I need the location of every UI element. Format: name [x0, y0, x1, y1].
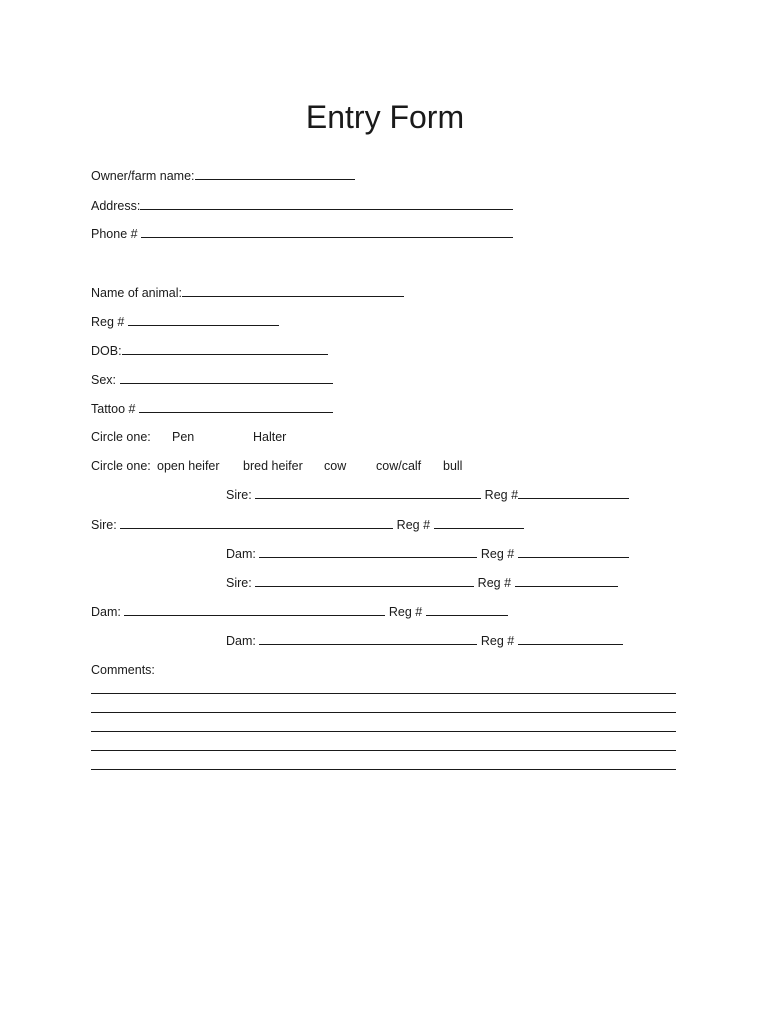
sex-label: Sex:: [91, 373, 117, 387]
phone-field[interactable]: [141, 226, 513, 238]
comment-line[interactable]: [91, 712, 676, 713]
sire-field[interactable]: [120, 517, 393, 529]
sire-sire-row: [226, 487, 629, 503]
sire-dam-reg-field[interactable]: [518, 546, 629, 558]
dam-label: Dam:: [91, 605, 121, 619]
dob-row: [91, 343, 328, 359]
owner-row: [91, 168, 355, 184]
sire-sire-field[interactable]: [255, 487, 481, 499]
dam-sire-label: Sire:: [226, 576, 252, 590]
comments-label: Comments:: [91, 663, 155, 677]
sire-reg-label: Reg #: [396, 518, 431, 532]
dam-dam-reg-field[interactable]: [518, 633, 623, 645]
sire-reg-field[interactable]: [434, 517, 524, 529]
phone-row: [91, 226, 513, 242]
sire-label: Sire:: [91, 518, 117, 532]
reg-label: Reg #: [91, 315, 125, 329]
option-open-heifer[interactable]: open heifer: [157, 459, 220, 473]
sire-dam-field[interactable]: [259, 546, 477, 558]
sex-field[interactable]: [120, 372, 333, 384]
comment-line[interactable]: [91, 769, 676, 770]
dam-row: [91, 604, 508, 620]
animal-name-row: [91, 285, 404, 301]
page-title: Entry Form: [305, 99, 465, 135]
comment-line[interactable]: [91, 731, 676, 732]
comment-line[interactable]: [91, 693, 676, 694]
sire-dam-label: Dam:: [226, 547, 256, 561]
tattoo-label: Tattoo #: [91, 402, 136, 416]
dam-dam-reg-label: Reg #: [480, 634, 515, 648]
address-label: Address:: [91, 199, 141, 213]
address-row: [91, 198, 513, 214]
option-pen[interactable]: Pen: [172, 430, 195, 444]
tattoo-field[interactable]: [139, 401, 333, 413]
sire-sire-label: Sire:: [226, 488, 252, 502]
dam-dam-label: Dam:: [226, 634, 256, 648]
address-field[interactable]: [140, 198, 513, 210]
dob-field[interactable]: [122, 343, 328, 355]
option-cow[interactable]: cow: [324, 459, 347, 473]
sire-row: [91, 517, 524, 533]
tattoo-row: [91, 401, 333, 417]
circle-one-label-1: Circle one:: [91, 430, 151, 444]
dam-sire-reg-field[interactable]: [515, 575, 618, 587]
dam-dam-field[interactable]: [259, 633, 477, 645]
sire-dam-reg-label: Reg #: [480, 547, 515, 561]
owner-field[interactable]: [195, 168, 355, 180]
dam-sire-field[interactable]: [255, 575, 474, 587]
dam-reg-field[interactable]: [426, 604, 508, 616]
dam-sire-reg-label: Reg #: [477, 576, 512, 590]
dam-reg-label: Reg #: [388, 605, 423, 619]
animal-name-field[interactable]: [182, 285, 404, 297]
dob-label: DOB:: [91, 344, 122, 358]
option-halter[interactable]: Halter: [253, 430, 287, 444]
sire-sire-reg-label: Reg #: [484, 488, 519, 502]
animal-name-label: Name of animal:: [91, 286, 183, 300]
dam-field[interactable]: [124, 604, 385, 616]
phone-label: Phone #: [91, 227, 138, 241]
sire-dam-row: [226, 546, 629, 562]
reg-field[interactable]: [128, 314, 279, 326]
comment-line[interactable]: [91, 750, 676, 751]
dam-sire-row: [226, 575, 618, 591]
reg-row: [91, 314, 279, 330]
sire-sire-reg-field[interactable]: [518, 487, 629, 499]
circle-one-label-2: Circle one:: [91, 459, 151, 473]
sex-row: [91, 372, 333, 388]
option-bull[interactable]: bull: [443, 459, 463, 473]
dam-dam-row: [226, 633, 623, 649]
option-cow-calf[interactable]: cow/calf: [376, 459, 422, 473]
owner-label: Owner/farm name:: [91, 169, 195, 183]
option-bred-heifer[interactable]: bred heifer: [243, 459, 303, 473]
